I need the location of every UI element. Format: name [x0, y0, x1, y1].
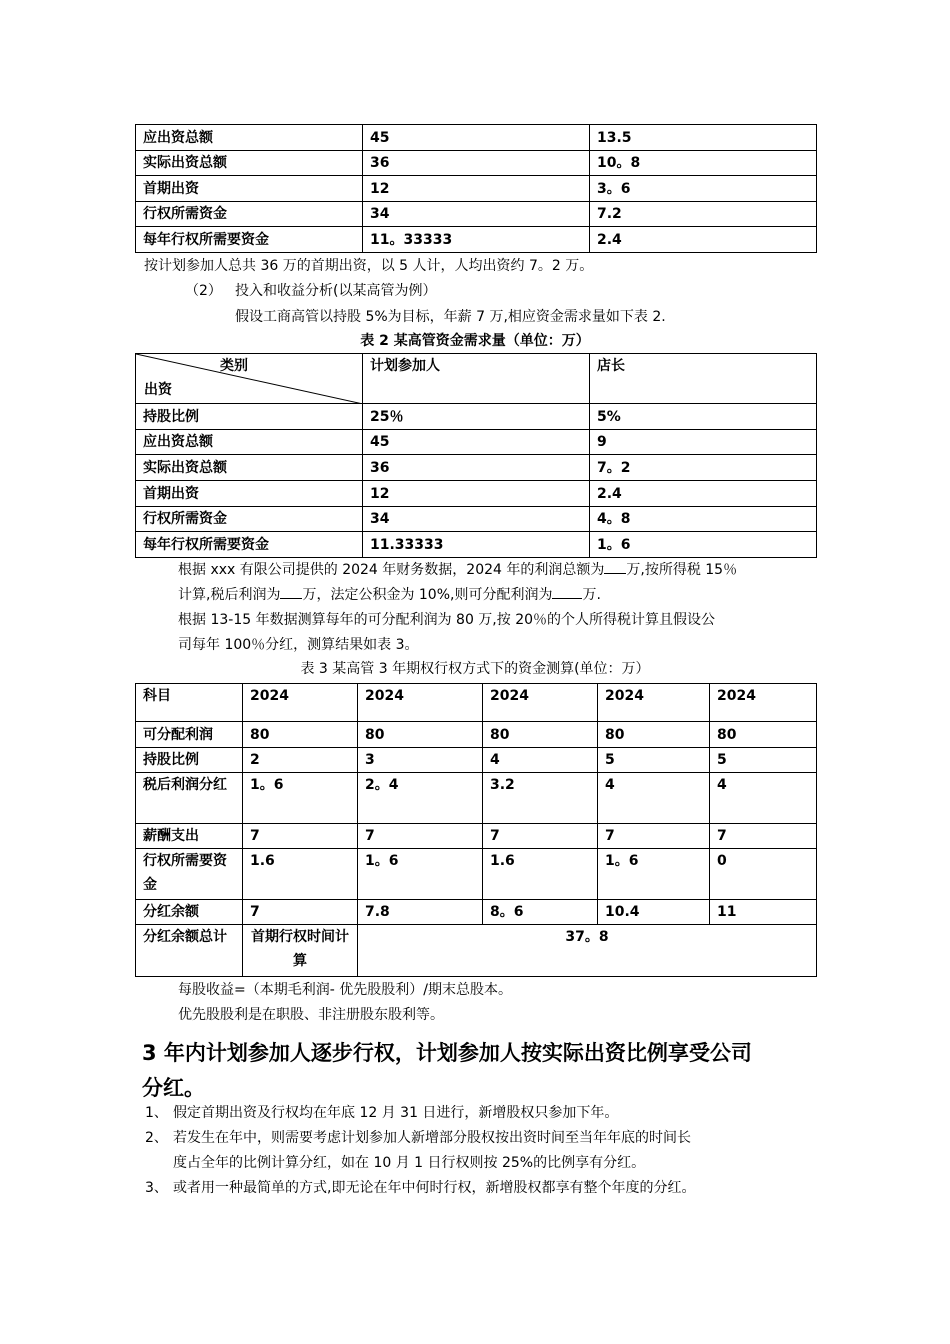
table-cell: 行权所需要资金	[136, 849, 243, 900]
table-cell: 薪酬支出	[136, 824, 243, 849]
table-cell: 11	[710, 900, 817, 925]
table-cell: 80	[358, 722, 483, 748]
table-cell: 分红余额总计	[136, 925, 243, 977]
estimate-paragraph-line2: 司每年 100％分红，测算结果如表 3。	[178, 637, 419, 653]
table-cell: 1。6	[598, 849, 710, 900]
list-number: 1、	[145, 1105, 168, 1121]
table-header-cell: 计划参加人	[363, 354, 590, 404]
profit-paragraph-line1	[178, 558, 737, 582]
table-row	[136, 722, 817, 748]
table-cell: 80	[483, 722, 598, 748]
table-cell: 7	[243, 824, 358, 849]
table-cell: 36	[363, 151, 590, 176]
diagonal-label-bottom: 出资	[144, 382, 172, 398]
table-row	[136, 202, 817, 227]
table-row	[136, 430, 817, 455]
profit-text-c: 计算,税后利润为	[178, 587, 281, 603]
table-cell: 34	[363, 202, 590, 227]
fill-blank	[280, 584, 302, 599]
table-row	[136, 227, 817, 253]
table-cell: 4	[710, 773, 817, 824]
table-header-cell: 店长	[590, 354, 817, 404]
list-text: 若发生在年中，则需要考虑计划参加人新增部分股权按出资时间至当年年底的时间长	[173, 1130, 691, 1146]
table-cell: 1.6	[483, 849, 598, 900]
table-cell: 首期行权时间计算	[243, 925, 358, 977]
table-cell: 8。6	[483, 900, 598, 925]
table-cell: 税后利润分红	[136, 773, 243, 824]
table-cell: 12	[363, 481, 590, 507]
table-cell: 7。2	[590, 455, 817, 481]
table-cell: 持股比例	[136, 748, 243, 773]
table-header-cell: 2024	[243, 684, 358, 722]
table-cell: 每年行权所需要资金	[136, 227, 363, 253]
table-cell: 7.2	[590, 202, 817, 227]
table-row	[136, 900, 817, 925]
table-cell: 9	[590, 430, 817, 455]
note-preferred: 优先股股利是在职股、非注册股东股利等。	[178, 1007, 444, 1023]
fill-blank	[604, 559, 626, 574]
table-cell: 11。33333	[363, 227, 590, 253]
list-item	[145, 1176, 695, 1200]
table-cell: 3.2	[483, 773, 598, 824]
table-cell: 45	[363, 430, 590, 455]
table-1	[135, 124, 817, 253]
table-cell: 37。8	[358, 925, 817, 977]
table-cell: 2	[243, 748, 358, 773]
table-cell: 7	[358, 824, 483, 849]
fill-blank	[552, 584, 582, 599]
table-header-cell: 2024	[710, 684, 817, 722]
list-number: 3、	[145, 1180, 168, 1196]
list-text: 假定首期出资及行权均在年底 12 月 31 日进行，新增股权只参加下年。	[173, 1105, 619, 1121]
table-cell: 1。6	[590, 532, 817, 558]
table-cell: 7	[483, 824, 598, 849]
table-cell: 分红余额	[136, 900, 243, 925]
table-cell: 36	[363, 455, 590, 481]
section-number: （2）	[185, 283, 222, 299]
table-cell: 5	[598, 748, 710, 773]
table-cell: 4	[598, 773, 710, 824]
table-cell: 12	[363, 176, 590, 202]
table-cell: 25％	[363, 404, 590, 430]
table-cell: 首期出资	[136, 481, 363, 507]
table-header-cell: 2024	[358, 684, 483, 722]
table-cell: 4。8	[590, 507, 817, 532]
table-cell: 80	[243, 722, 358, 748]
section-title: 投入和收益分析(以某高管为例）	[235, 283, 437, 299]
table-cell: 80	[598, 722, 710, 748]
table-cell: 应出资总额	[136, 430, 363, 455]
summary-text: 按计划参加人总共 36 万的首期出资，以 5 人计，人均出资约 7。2 万。	[144, 258, 594, 274]
table-row	[136, 748, 817, 773]
table-cell: 7	[710, 824, 817, 849]
table-cell: 1。6	[358, 849, 483, 900]
table-cell: 每年行权所需要资金	[136, 532, 363, 558]
table-3	[135, 683, 817, 977]
diagonal-label-top: 类别	[220, 358, 248, 374]
table-row	[136, 125, 817, 151]
list-item	[145, 1126, 691, 1150]
table-cell: 持股比例	[136, 404, 363, 430]
table-row	[136, 532, 817, 558]
table-cell: 34	[363, 507, 590, 532]
table-cell: 10.4	[598, 900, 710, 925]
table-2-caption: 表 2 某高管资金需求量（单位：万）	[360, 333, 590, 349]
table-cell: 45	[363, 125, 590, 151]
table-row	[136, 151, 817, 176]
table-cell: 80	[710, 722, 817, 748]
table-header-row	[136, 684, 817, 722]
table-header-cell: 2024	[598, 684, 710, 722]
profit-paragraph-line2	[178, 583, 601, 607]
table-cell: 实际出资总额	[136, 151, 363, 176]
profit-text-e: 万.	[582, 587, 601, 603]
table-row	[136, 824, 817, 849]
table-cell: 可分配利润	[136, 722, 243, 748]
diagonal-header-cell	[136, 354, 363, 404]
section-heading-line1: 3 年内计划参加人逐步行权，计划参加人按实际出资比例享受公司	[142, 1041, 752, 1065]
table-cell: 11.33333	[363, 532, 590, 558]
table-cell: 4	[483, 748, 598, 773]
table-cell: 首期出资	[136, 176, 363, 202]
table-header-row	[136, 354, 817, 404]
table-header-cell: 科目	[136, 684, 243, 722]
table-cell: 5	[710, 748, 817, 773]
estimate-paragraph-line1: 根据 13-15 年数据测算每年的可分配利润为 80 万,按 20％的个人所得税计算且假设公	[178, 612, 716, 628]
table-cell: 实际出资总额	[136, 455, 363, 481]
assumption-text: 假设工商高管以持股 5%为目标，年薪 7 万,相应资金需求量如下表 2.	[235, 309, 666, 325]
table-cell: 5%	[590, 404, 817, 430]
profit-text-d: 万，法定公积金为 10%,则可分配利润为	[302, 587, 553, 603]
table-cell: 行权所需资金	[136, 507, 363, 532]
section-heading-line2: 分红。	[142, 1076, 205, 1100]
list-number: 2、	[145, 1130, 168, 1146]
table-row	[136, 773, 817, 824]
table-row	[136, 849, 817, 900]
table-2	[135, 353, 817, 558]
table-row	[136, 176, 817, 202]
table-header-cell: 2024	[483, 684, 598, 722]
table-total-row	[136, 925, 817, 977]
table-cell: 1.6	[243, 849, 358, 900]
table-cell: 2.4	[590, 481, 817, 507]
table-cell: 行权所需资金	[136, 202, 363, 227]
table-row	[136, 455, 817, 481]
list-text: 或者用一种最简单的方式,即无论在年中何时行权，新增股权都享有整个年度的分红。	[173, 1180, 696, 1196]
table-cell: 13.5	[590, 125, 817, 151]
table-cell: 7	[243, 900, 358, 925]
table-cell: 1。6	[243, 773, 358, 824]
table-cell: 7.8	[358, 900, 483, 925]
table-cell: 3	[358, 748, 483, 773]
table-3-caption: 表 3 某高管 3 年期权行权方式下的资金测算(单位：万）	[300, 661, 650, 677]
profit-text-b: 万,按所得税 15％	[626, 562, 738, 578]
table-cell: 3。6	[590, 176, 817, 202]
table-row	[136, 404, 817, 430]
table-cell: 7	[598, 824, 710, 849]
table-cell: 0	[710, 849, 817, 900]
table-cell: 10。8	[590, 151, 817, 176]
table-cell: 应出资总额	[136, 125, 363, 151]
table-row	[136, 507, 817, 532]
table-cell: 2。4	[358, 773, 483, 824]
table-row	[136, 481, 817, 507]
note-eps: 每股收益=（本期毛利润- 优先股股利）/期末总股本。	[178, 982, 512, 998]
profit-text-a: 根据 xxx 有限公司提供的 2024 年财务数据，2024 年的利润总额为	[178, 562, 605, 578]
table-cell: 2.4	[590, 227, 817, 253]
list-item	[145, 1101, 618, 1125]
list-item-continuation: 度占全年的比例计算分红，如在 10 月 1 日行权则按 25%的比例享有分红。	[173, 1155, 646, 1171]
